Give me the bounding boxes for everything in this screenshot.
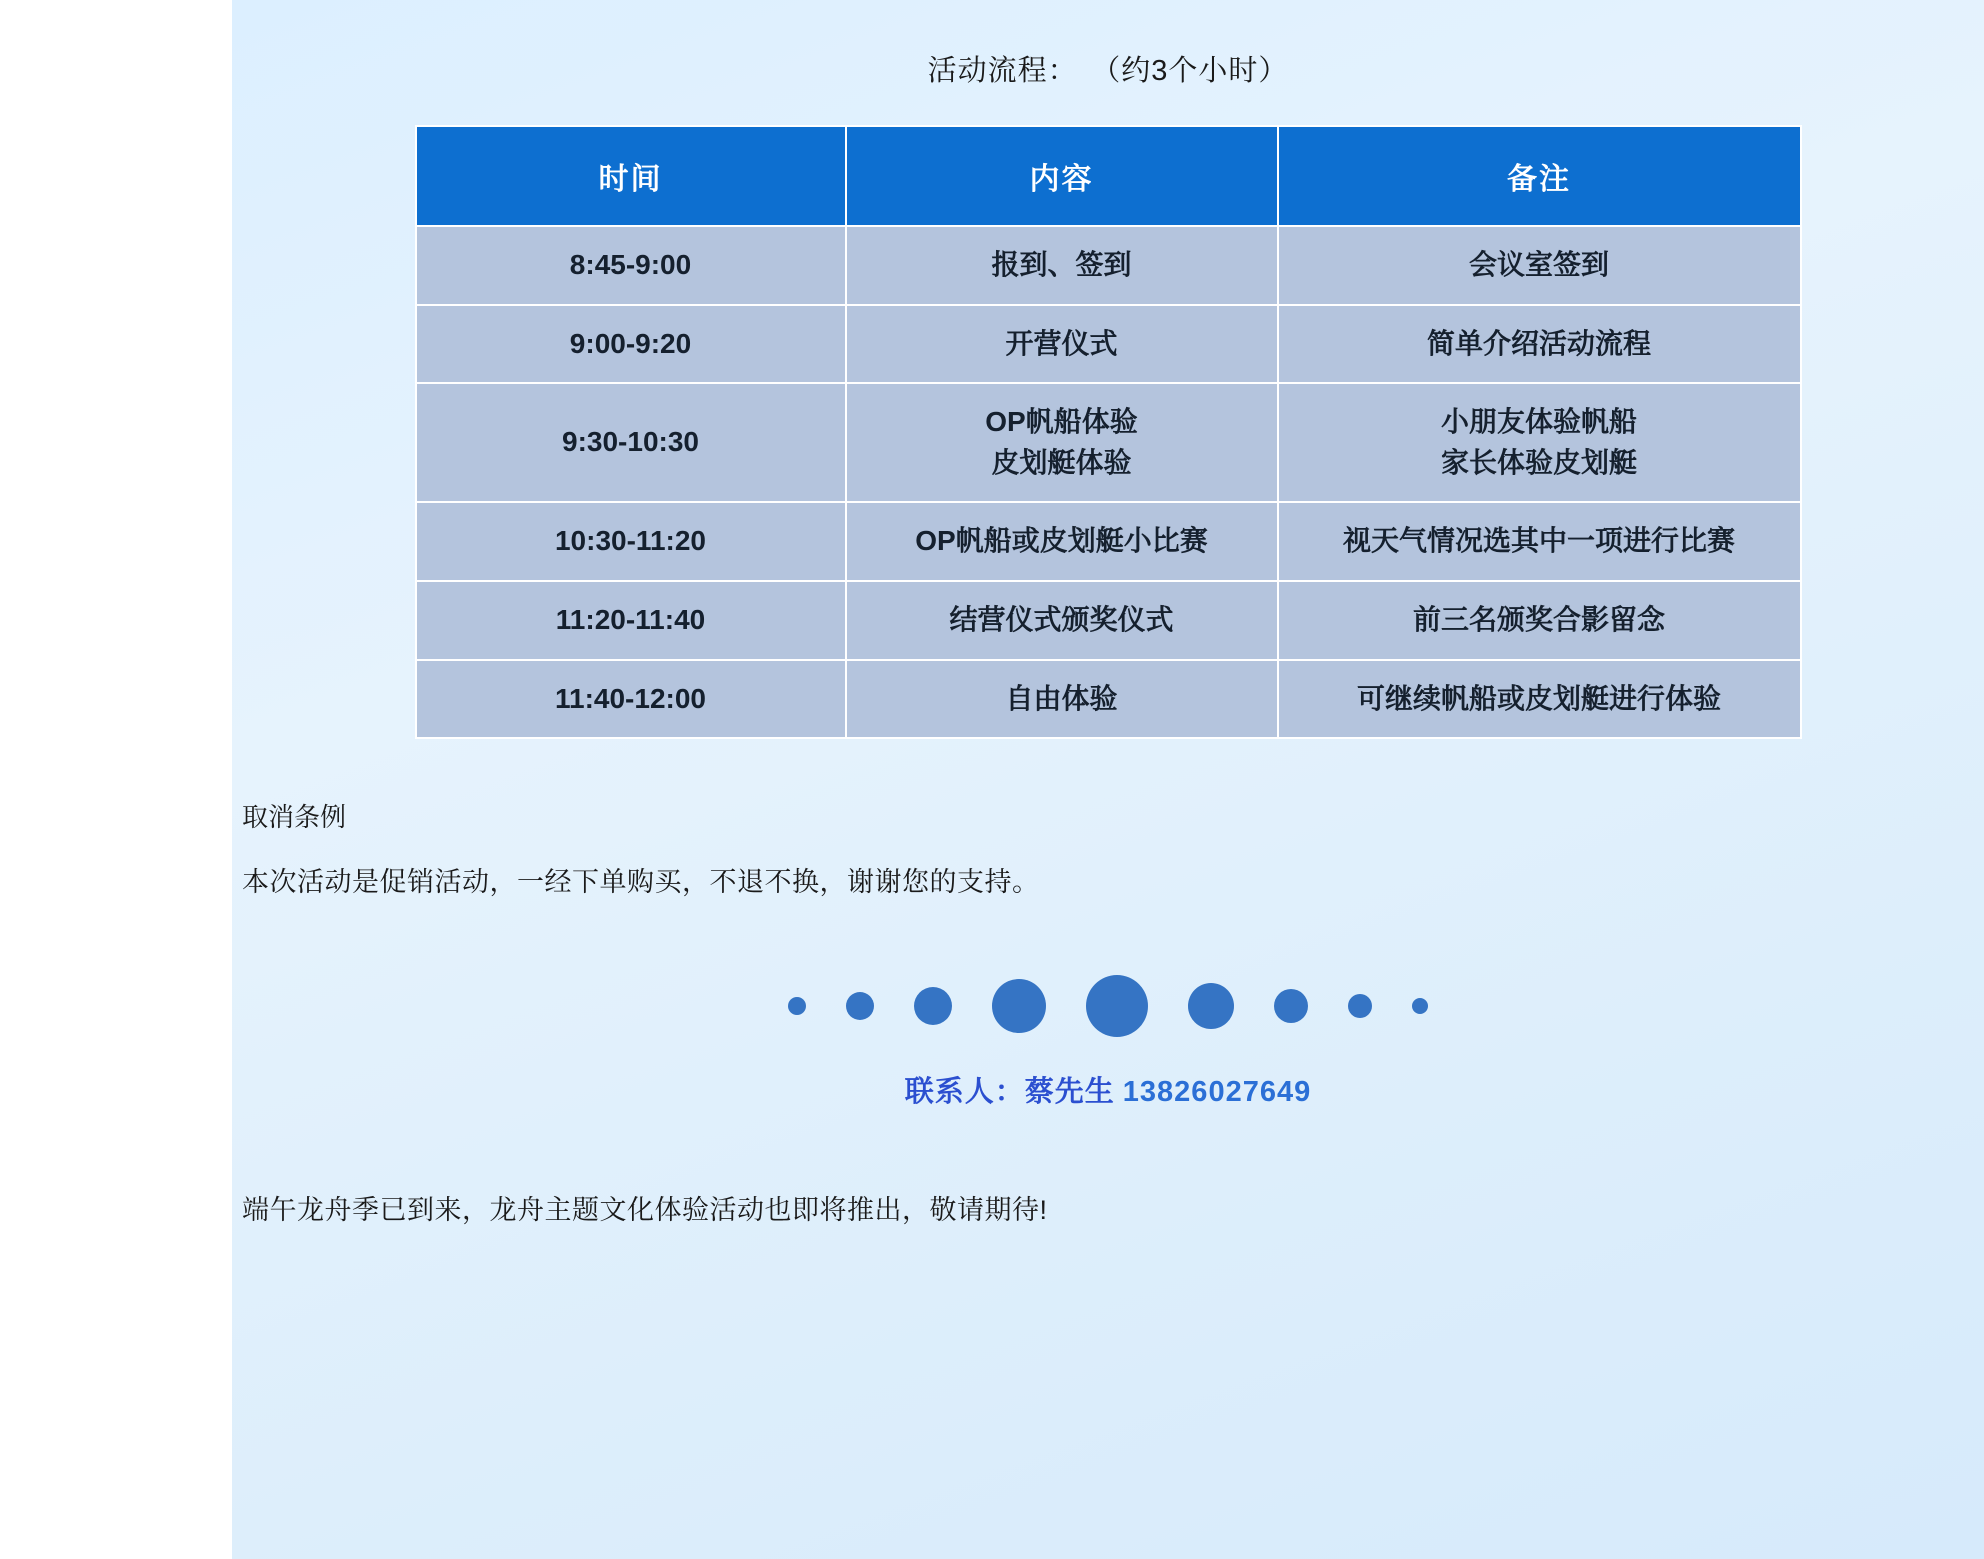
cell-time: 9:30-10:30 xyxy=(416,383,846,502)
decorative-dot xyxy=(1412,998,1428,1014)
decorative-dot xyxy=(1188,983,1234,1029)
cell-time: 11:20-11:40 xyxy=(416,581,846,660)
table-row xyxy=(416,305,1801,384)
contact-label: 联系人：蔡先生 xyxy=(904,1076,1115,1109)
table-row xyxy=(416,581,1801,660)
table-row xyxy=(416,502,1801,581)
schedule-heading-label: 活动流程： xyxy=(927,55,1078,87)
cell-remark: 简单介绍活动流程 xyxy=(1278,305,1801,384)
schedule-duration: （约3个小时） xyxy=(1105,55,1289,87)
schedule-table xyxy=(415,125,1802,739)
cell-content: OP帆船体验 皮划艇体验 xyxy=(846,383,1278,502)
cell-remark: 前三名颁奖合影留念 xyxy=(1278,581,1801,660)
cell-content: 开营仪式 xyxy=(846,305,1278,384)
cell-content: 报到、签到 xyxy=(846,226,1278,305)
decorative-dot xyxy=(1086,975,1148,1037)
table-row xyxy=(416,660,1801,739)
decorative-dot xyxy=(788,997,806,1015)
table-row xyxy=(416,226,1801,305)
cell-time: 11:40-12:00 xyxy=(416,660,846,739)
cell-remark: 小朋友体验帆船 家长体验皮划艇 xyxy=(1278,383,1801,502)
cancellation-title: 取消条例 xyxy=(242,802,347,833)
decorative-dot xyxy=(1274,989,1308,1023)
table-header-row xyxy=(416,126,1801,226)
schedule-heading xyxy=(232,0,1984,89)
cell-remark: 视天气情况选其中一项进行比赛 xyxy=(1278,502,1801,581)
column-header-remark: 备注 xyxy=(1278,126,1801,226)
footer-note: 端午龙舟季已到来，龙舟主题文化体验活动也即将推出，敬请期待! xyxy=(242,1195,1048,1226)
cancellation-section xyxy=(232,797,1984,899)
decorative-dot xyxy=(914,987,952,1025)
contact-line xyxy=(232,1069,1984,1110)
decorative-dot xyxy=(992,979,1046,1033)
column-header-content: 内容 xyxy=(846,126,1278,226)
contact-phone[interactable]: 13826027649 xyxy=(1122,1076,1312,1109)
column-header-time: 时间 xyxy=(416,126,846,226)
table-row xyxy=(416,383,1801,502)
cell-content: 结营仪式颁奖仪式 xyxy=(846,581,1278,660)
schedule-table-body xyxy=(416,226,1801,738)
promo-page xyxy=(232,0,1984,1559)
cell-remark: 可继续帆船或皮划艇进行体验 xyxy=(1278,660,1801,739)
cell-content: OP帆船或皮划艇小比赛 xyxy=(846,502,1278,581)
decorative-dot xyxy=(846,992,874,1020)
cancellation-text: 本次活动是促销活动，一经下单购买，不退不换，谢谢您的支持。 xyxy=(242,867,1040,898)
decorative-dot xyxy=(1348,994,1372,1018)
dot-divider xyxy=(232,971,1984,1041)
cell-remark: 会议室签到 xyxy=(1278,226,1801,305)
cell-time: 8:45-9:00 xyxy=(416,226,846,305)
cell-time: 9:00-9:20 xyxy=(416,305,846,384)
cell-time: 10:30-11:20 xyxy=(416,502,846,581)
cell-content: 自由体验 xyxy=(846,660,1278,739)
